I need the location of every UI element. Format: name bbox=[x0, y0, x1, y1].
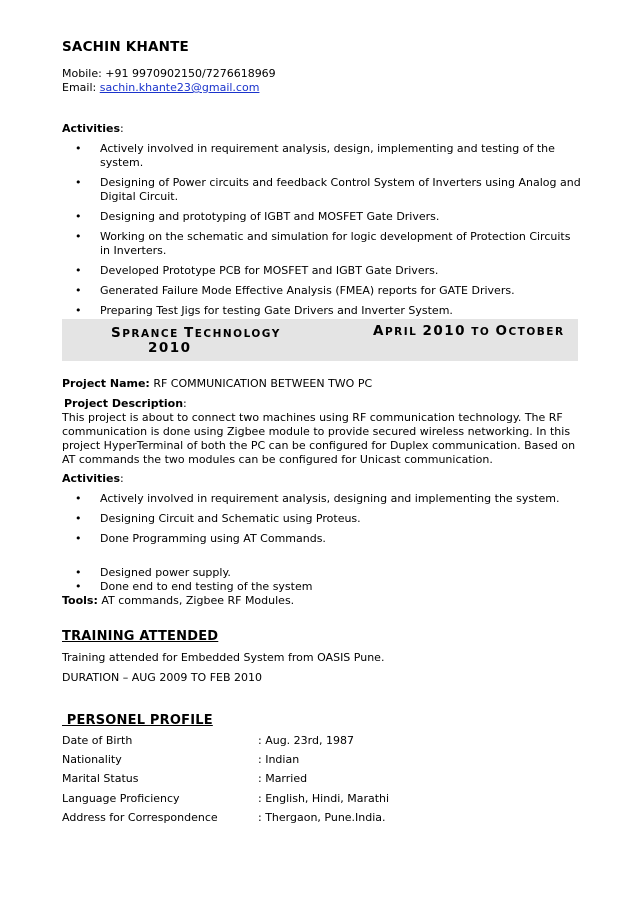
activities-heading-colon: : bbox=[120, 122, 124, 135]
date-year-start: 2010 bbox=[422, 323, 467, 339]
profile-value-nationality: : Indian bbox=[258, 753, 300, 766]
training-heading: TRAINING ATTENDED bbox=[62, 629, 219, 644]
mobile-line bbox=[62, 67, 276, 81]
project-activities-colon: : bbox=[120, 472, 124, 485]
project-name-label: Project Name: bbox=[62, 377, 150, 390]
date-year-end: 2010 bbox=[148, 340, 192, 356]
profile-label-address: Address for Correspondence bbox=[62, 811, 218, 824]
company-initial-t: T bbox=[183, 325, 195, 341]
activities-list bbox=[62, 142, 582, 324]
personal-profile-heading: PERSONEL PROFILE bbox=[62, 713, 213, 728]
email-link[interactable]: sachin.khante23@gmail.com bbox=[99, 81, 260, 94]
company-rest-s: PRANCE bbox=[122, 328, 184, 340]
candidate-name: SACHIN KHANTE bbox=[62, 39, 189, 55]
profile-value-language: : English, Hindi, Marathi bbox=[258, 792, 390, 805]
project-activities-heading bbox=[62, 472, 124, 486]
list-item: • Working on the schematic and simulation for logic development of Protection Circuits in Inverters. bbox=[62, 230, 582, 258]
list-item: • Generated Failure Mode Effective Analysis (FMEA) reports for GATE Drivers. bbox=[62, 284, 582, 298]
email-label: Email: bbox=[62, 81, 100, 94]
profile-label-nationality: Nationality bbox=[62, 753, 122, 766]
profile-label-language: Language Proficiency bbox=[62, 792, 180, 805]
project-activities-list bbox=[62, 492, 582, 552]
list-item: • Designing and prototyping of IGBT and MOSFET Gate Drivers. bbox=[62, 210, 582, 224]
tools-value: AT commands, Zigbee RF Modules. bbox=[97, 594, 295, 607]
project-activities-list-tight bbox=[62, 566, 582, 594]
project-desc-colon: : bbox=[183, 397, 187, 410]
profile-value-dob: : Aug. 23rd, 1987 bbox=[258, 734, 354, 747]
list-item: • Done Programming using AT Commands. bbox=[62, 532, 582, 546]
project-desc-heading bbox=[64, 397, 187, 411]
activities-heading bbox=[62, 122, 124, 136]
project-name-value: RF COMMUNICATION BETWEEN TWO PC bbox=[149, 377, 373, 390]
tools-line bbox=[62, 594, 294, 608]
company-dates bbox=[373, 323, 565, 339]
list-item: • Designing of Power circuits and feedback Control System of Inverters using Analog and Digital Circuit. bbox=[62, 176, 582, 204]
list-item: • Actively involved in requirement analysis, design, implementing and testing of the system. bbox=[62, 142, 582, 170]
date-initial-a: A bbox=[373, 323, 385, 339]
project-activities-label: Activities bbox=[62, 472, 121, 485]
profile-label-dob: Date of Birth bbox=[62, 734, 133, 747]
profile-value-address: : Thergaon, Pune.India. bbox=[258, 811, 386, 824]
activities-heading-label: Activities bbox=[62, 122, 121, 135]
mobile-label: Mobile: bbox=[62, 67, 106, 80]
email-line bbox=[62, 81, 259, 95]
list-item: • Designed power supply. bbox=[62, 566, 582, 580]
list-item: • Done end to end testing of the system bbox=[62, 580, 582, 594]
company-initial-s: S bbox=[111, 325, 123, 341]
list-item: • Preparing Test Jigs for testing Gate Drivers and Inverter System. bbox=[62, 304, 582, 318]
training-line-1: Training attended for Embedded System from OASIS Pune. bbox=[62, 651, 385, 664]
tools-label: Tools: bbox=[62, 594, 98, 607]
date-initial-o: O bbox=[495, 323, 509, 339]
date-rest-o: CTOBER bbox=[508, 326, 565, 338]
date-rest-a: PRIL bbox=[384, 326, 423, 338]
company-name bbox=[111, 325, 281, 341]
project-description: This project is about to connect two machines using RF communication technology. The RF communication is done using Zigbee module to provide secured wireless networking. In this project HyperTerminal of both the PC can be configured for Duplex communication. Based on AT commands the two modules can be configured for Unicast communication. bbox=[62, 411, 576, 466]
profile-label-marital: Marital Status bbox=[62, 772, 139, 785]
date-to: TO bbox=[466, 326, 496, 338]
training-line-2: DURATION – AUG 2009 TO FEB 2010 bbox=[62, 671, 263, 684]
list-item: • Developed Prototype PCB for MOSFET and IGBT Gate Drivers. bbox=[62, 264, 582, 278]
project-name-line bbox=[62, 377, 372, 391]
list-item: • Actively involved in requirement analysis, designing and implementing the system. bbox=[62, 492, 582, 506]
list-item: • Designing Circuit and Schematic using Proteus. bbox=[62, 512, 582, 526]
profile-value-marital: : Married bbox=[258, 772, 308, 785]
project-desc-label: Project Description bbox=[64, 397, 184, 410]
company-rest-t: ECHNOLOGY bbox=[194, 328, 281, 340]
mobile-value: +91 9970902150/7276618969 bbox=[105, 67, 276, 80]
